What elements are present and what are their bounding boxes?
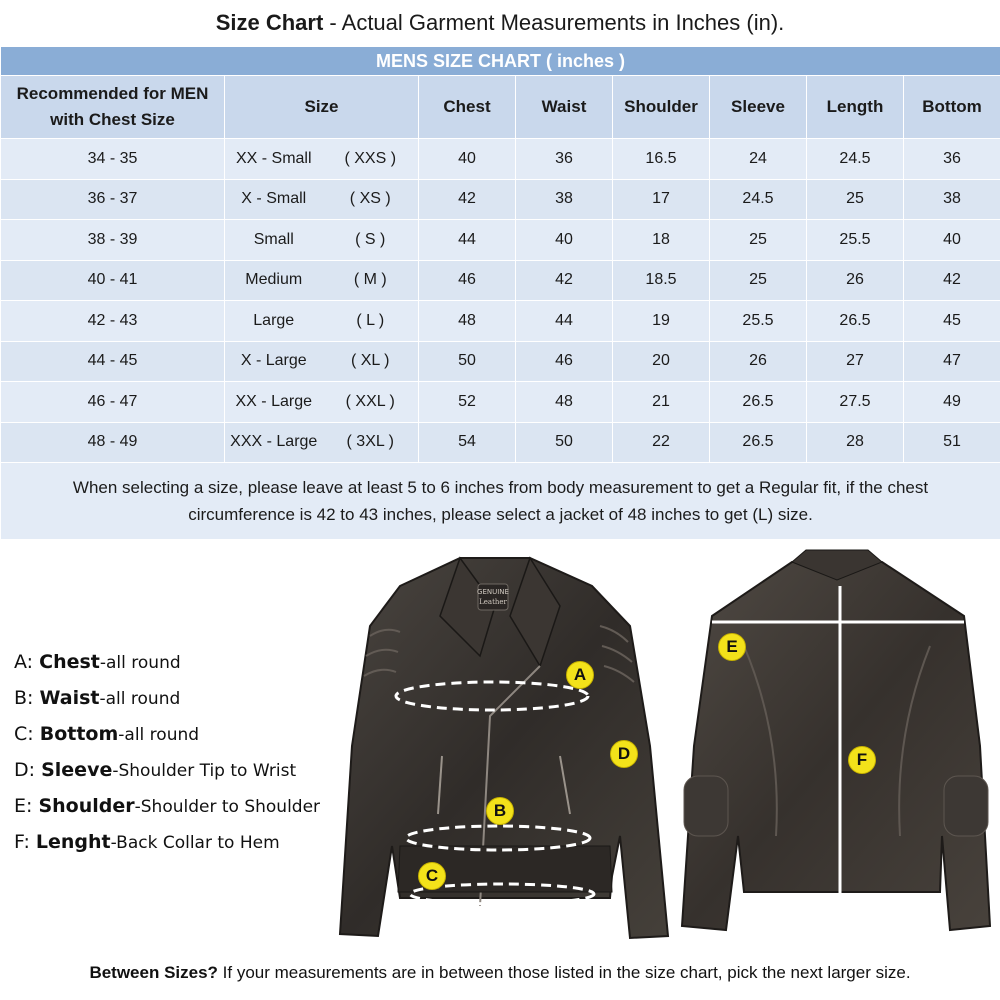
length-cell: 28: [807, 422, 904, 463]
footer-lead: Between Sizes?: [89, 963, 218, 982]
legend-item-length: F: Lenght-Back Collar to Hem: [14, 831, 280, 853]
bottom-cell: 38: [904, 179, 1000, 220]
length-cell: 27: [807, 341, 904, 382]
marker-length: F: [848, 746, 876, 774]
sleeve-cell: 25: [710, 220, 807, 261]
size-chart-table: [0, 46, 1000, 540]
jacket-label-line1: GENUINE: [477, 588, 509, 596]
size-code-cell: ( L ): [323, 301, 419, 342]
marker-shoulder: E: [718, 633, 746, 661]
page-title-rest: - Actual Garment Measurements in Inches (in).: [323, 10, 785, 35]
column-header-bottom: Bottom: [904, 76, 1000, 139]
column-header-waist: Waist: [516, 76, 613, 139]
shoulder-cell: 18.5: [613, 260, 710, 301]
size-code-cell: ( S ): [323, 220, 419, 261]
column-header-size: Size: [225, 76, 419, 139]
length-cell: 27.5: [807, 382, 904, 423]
measurement-legend: [14, 644, 344, 860]
table-banner: MENS SIZE CHART ( inches ): [1, 47, 1000, 76]
footer-note: [0, 958, 1000, 988]
bottom-cell: 40: [904, 220, 1000, 261]
size-name-cell: X - Small: [225, 179, 323, 220]
table-row: [1, 179, 1000, 220]
size-code-cell: ( M ): [323, 260, 419, 301]
legend-item-chest: A: Chest-all round: [14, 651, 181, 673]
waist-cell: 36: [516, 139, 613, 180]
jacket-label-line2: Leather: [479, 598, 507, 606]
sleeve-cell: 25.5: [710, 301, 807, 342]
table-row: [1, 139, 1000, 180]
bottom-cell: 42: [904, 260, 1000, 301]
bottom-cell: 51: [904, 422, 1000, 463]
size-name-cell: X - Large: [225, 341, 323, 382]
length-cell: 25.5: [807, 220, 904, 261]
chest-range-cell: 46 - 47: [1, 382, 225, 423]
size-name-cell: XXX - Large: [225, 422, 323, 463]
chest-cell: 44: [419, 220, 516, 261]
shoulder-cell: 18: [613, 220, 710, 261]
table-row: [1, 382, 1000, 423]
size-code-cell: ( XS ): [323, 179, 419, 220]
waist-cell: 50: [516, 422, 613, 463]
sleeve-cell: 24: [710, 139, 807, 180]
table-row: [1, 220, 1000, 261]
marker-chest: A: [566, 661, 594, 689]
table-row: [1, 341, 1000, 382]
waist-cell: 38: [516, 179, 613, 220]
chest-range-cell: 48 - 49: [1, 422, 225, 463]
chest-range-cell: 44 - 45: [1, 341, 225, 382]
size-code-cell: ( 3XL ): [323, 422, 419, 463]
column-header-sleeve: Sleeve: [710, 76, 807, 139]
length-cell: 25: [807, 179, 904, 220]
shoulder-cell: 22: [613, 422, 710, 463]
table-row: [1, 301, 1000, 342]
jacket-front-image: [330, 546, 675, 956]
marker-sleeve: D: [610, 740, 638, 768]
chest-cell: 54: [419, 422, 516, 463]
waist-cell: 46: [516, 341, 613, 382]
chest-range-cell: 36 - 37: [1, 179, 225, 220]
measurement-illustration: [0, 546, 1000, 956]
table-row: [1, 260, 1000, 301]
chest-cell: 42: [419, 179, 516, 220]
size-name-cell: Large: [225, 301, 323, 342]
footer-text: If your measurements are in between those listed in the size chart, pick the next larger size.: [217, 963, 911, 982]
chest-cell: 48: [419, 301, 516, 342]
sleeve-cell: 26.5: [710, 422, 807, 463]
length-cell: 24.5: [807, 139, 904, 180]
bottom-cell: 36: [904, 139, 1000, 180]
column-header-chest: Chest: [419, 76, 516, 139]
size-name-cell: XX - Large: [225, 382, 323, 423]
legend-item-waist: B: Waist-all round: [14, 687, 181, 709]
column-header-length: Length: [807, 76, 904, 139]
size-name-cell: Small: [225, 220, 323, 261]
legend-item-bottom: C: Bottom-all round: [14, 723, 200, 745]
shoulder-cell: 16.5: [613, 139, 710, 180]
chest-range-cell: 42 - 43: [1, 301, 225, 342]
shoulder-cell: 17: [613, 179, 710, 220]
chest-range-cell: 38 - 39: [1, 220, 225, 261]
shoulder-cell: 21: [613, 382, 710, 423]
sizing-note: When selecting a size, please leave at least 5 to 6 inches from body measurement to get a Regular fit, if the chest circumference is 42 to 43 inches, please select a jacket of 48 inches to get (L) size.: [1, 463, 1000, 540]
waist-cell: 44: [516, 301, 613, 342]
sleeve-cell: 26.5: [710, 382, 807, 423]
page-title: [0, 6, 1000, 40]
length-cell: 26: [807, 260, 904, 301]
jacket-back-drawing: [672, 546, 1000, 956]
chest-range-cell: 40 - 41: [1, 260, 225, 301]
sleeve-cell: 25: [710, 260, 807, 301]
legend-item-sleeve: D: Sleeve-Shoulder Tip to Wrist: [14, 759, 297, 781]
table-row: [1, 422, 1000, 463]
chest-cell: 40: [419, 139, 516, 180]
marker-bottom: C: [418, 862, 446, 890]
length-cell: 26.5: [807, 301, 904, 342]
size-name-cell: Medium: [225, 260, 323, 301]
bottom-cell: 45: [904, 301, 1000, 342]
chest-range-cell: 34 - 35: [1, 139, 225, 180]
sleeve-cell: 26: [710, 341, 807, 382]
sleeve-cell: 24.5: [710, 179, 807, 220]
size-code-cell: ( XXL ): [323, 382, 419, 423]
chest-cell: 52: [419, 382, 516, 423]
bottom-cell: 47: [904, 341, 1000, 382]
size-code-cell: ( XXS ): [323, 139, 419, 180]
column-header-shoulder: Shoulder: [613, 76, 710, 139]
waist-cell: 42: [516, 260, 613, 301]
shoulder-cell: 19: [613, 301, 710, 342]
waist-cell: 40: [516, 220, 613, 261]
chest-cell: 46: [419, 260, 516, 301]
page-title-bold: Size Chart: [215, 10, 324, 35]
bottom-cell: 49: [904, 382, 1000, 423]
jacket-back-image: [672, 546, 1000, 956]
waist-cell: 48: [516, 382, 613, 423]
size-name-cell: XX - Small: [225, 139, 323, 180]
legend-item-shoulder: E: Shoulder-Shoulder to Shoulder: [14, 795, 321, 817]
size-code-cell: ( XL ): [323, 341, 419, 382]
shoulder-cell: 20: [613, 341, 710, 382]
marker-waist: B: [486, 797, 514, 825]
column-header-recommended: Recommended for MEN with Chest Size: [1, 76, 225, 139]
chest-cell: 50: [419, 341, 516, 382]
